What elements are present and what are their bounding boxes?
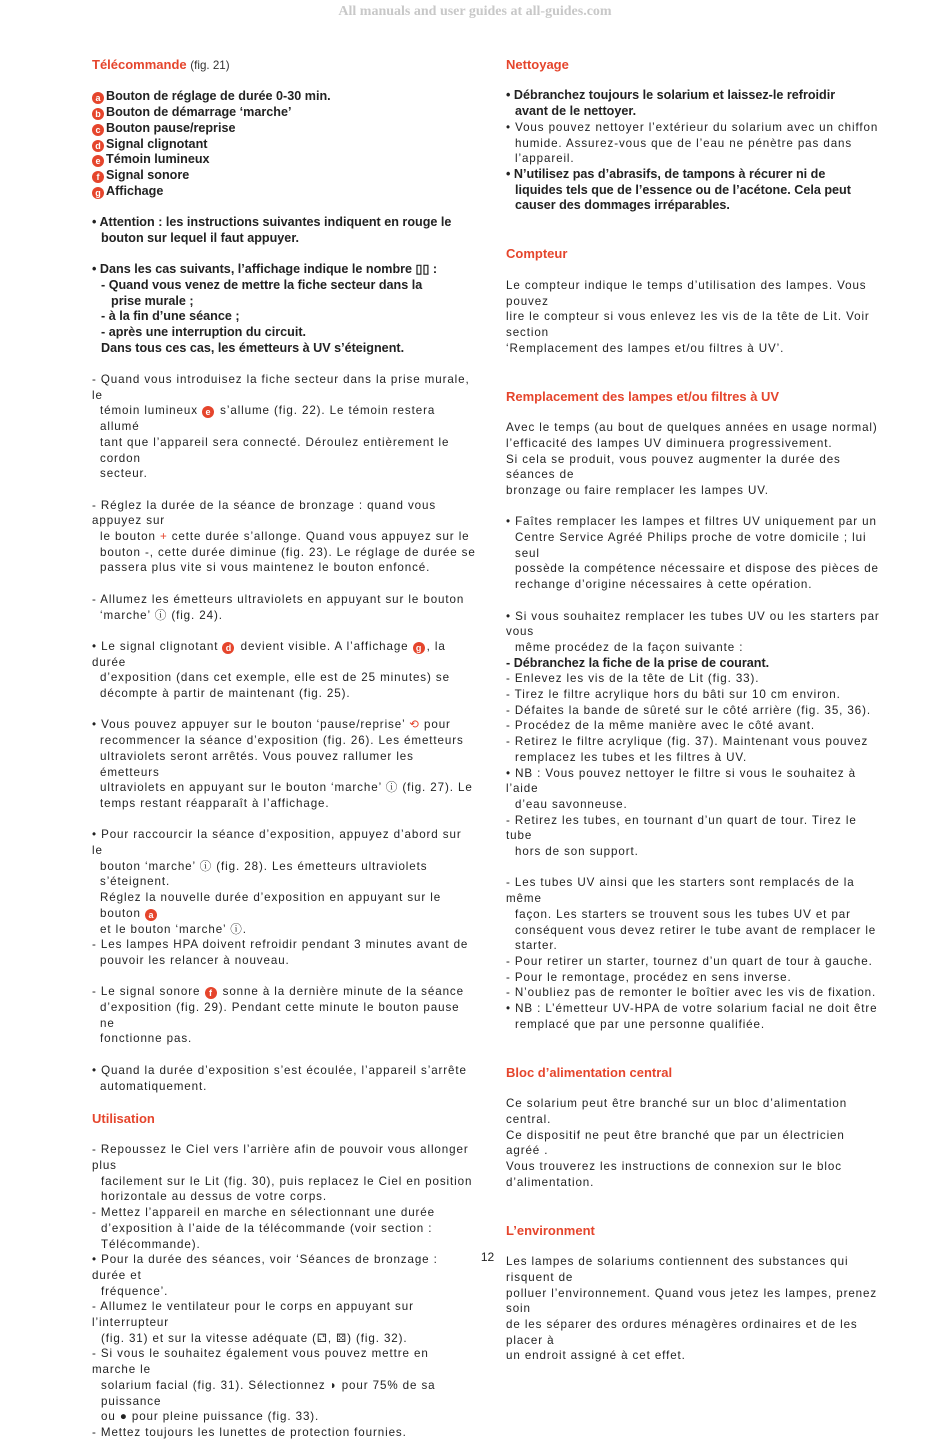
bold-line: avant de le nettoyer. xyxy=(515,104,637,119)
cases-line: - à la fin d’une séance ; xyxy=(101,309,240,324)
text-line: - Repoussez le Ciel vers l’arrière afin de pouvoir vous allonger plus xyxy=(92,1143,469,1173)
badge-d-icon: d xyxy=(92,140,104,152)
text-line: pouvoir les relancer à nouveau. xyxy=(100,953,290,967)
text-line: ultraviolets en appuyant sur le bouton ‘marche’ ⓘ (fig. 27). Le xyxy=(100,781,473,795)
text-line: remplacé que par une personne qualifiée. xyxy=(515,1017,765,1031)
section-title-compteur: Compteur xyxy=(506,246,568,262)
legend-item: e Témoin lumineux xyxy=(92,152,476,168)
text-line: Télécommande). xyxy=(101,1237,201,1251)
badge-e-icon: e xyxy=(92,155,104,167)
text-line: d’exposition à l’aide de la télécommande (voir section : xyxy=(101,1221,433,1235)
text-line: Réglez la nouvelle durée d’exposition en appuyant sur le bouton a xyxy=(100,891,442,920)
text-line: secteur. xyxy=(100,467,148,481)
text-line: décompte à partir de maintenant (fig. 25). xyxy=(100,687,351,701)
text-line: Vous trouverez les instructions de connexion sur le bloc xyxy=(506,1160,842,1174)
text-line: l’efficacité des lampes UV diminuera progressivement. xyxy=(506,436,833,450)
text-line: - Quand vous introduisez la fiche secteur dans la prise murale, le xyxy=(92,373,470,402)
text-line: façon. Les starters se trouvent sous les tubes UV et par xyxy=(515,907,851,921)
text-line: - N’oubliez pas de remonter le boîtier avec les vis de fixation. xyxy=(506,986,877,1000)
text-line: Le compteur indique le temps d’utilisation des lampes. Vous pouvez xyxy=(506,278,867,308)
text-line: - Mettez toujours les lunettes de protection fournies. xyxy=(92,1425,407,1439)
text-line: Ce solarium peut être branché sur un bloc d’alimentation central. xyxy=(506,1097,848,1126)
text-line: starter. xyxy=(515,939,558,953)
remplacement-intro xyxy=(506,420,882,499)
text-line: • Faîtes remplacer les lampes et filtres UV uniquement par un xyxy=(506,515,877,529)
bold-line: liquides tels que de l’essence ou de l’acétone. Cela peut xyxy=(515,182,851,197)
section-title-telecommande: Télécommande (fig. 21) xyxy=(92,57,230,72)
text-line: Si cela se produit, vous pouvez augmenter la durée des séances de xyxy=(506,452,841,482)
text-line: même procédez de la façon suivante : xyxy=(515,640,744,654)
bold-line: • Débranchez toujours le solarium et laissez-le refroidir xyxy=(506,88,836,103)
text-line: • Vous pouvez nettoyer l’extérieur du solarium avec un chiffon xyxy=(506,120,879,134)
text-line: humide. Assurez-vous que de l’eau ne pénètre pas dans l’appareil. xyxy=(515,136,853,166)
cases-line: prise murale ; xyxy=(111,293,194,308)
text-line: - Tirez le filtre acrylique hors du bâti sur 10 cm environ. xyxy=(506,688,841,702)
badge-g-icon: g xyxy=(92,187,104,199)
text-line: - Réglez la durée de la séance de bronzage : quand vous appuyez sur xyxy=(92,498,437,528)
bloc-text xyxy=(506,1096,882,1190)
environnement-text xyxy=(506,1254,882,1364)
text-line: recommencer la séance d’exposition (fig. 26). Les émetteurs xyxy=(100,734,464,748)
text-line: - Mettez l’appareil en marche en sélectionnant une durée xyxy=(92,1206,435,1220)
text-line: • Le signal clignotant d devient visible. A l’affichage g , la durée xyxy=(92,639,446,669)
badge-a-icon: a xyxy=(92,92,104,104)
fig-ref: (fig. 21) xyxy=(190,59,230,72)
text-line: - Pour retirer un starter, tournez d’un quart de tour à gauche. xyxy=(506,954,873,968)
text-line: - Pour le remontage, procédez en sens inverse. xyxy=(506,970,792,984)
utilisation-text xyxy=(92,1142,476,1440)
legend-item: c Bouton pause/reprise xyxy=(92,121,476,137)
text-line: • NB : Vous pouvez nettoyer le filtre si vous le souhaitez à l’aide xyxy=(506,766,856,796)
text-line: et le bouton ‘marche’ ⓘ. xyxy=(100,922,247,936)
text-line: ‘marche’ ⓘ (fig. 24). xyxy=(100,608,223,622)
remplacement-s1 xyxy=(506,514,882,593)
text-line: Centre Service Agréé Philips proche de votre domicile ; lui seul xyxy=(515,531,867,560)
legend-item: b Bouton de démarrage ‘marche’ xyxy=(92,105,476,121)
text-line: un endroit assigné à cet effet. xyxy=(506,1349,686,1363)
text-line: • Si vous souhaitez remplacer les tubes UV ou les starters par vous xyxy=(506,609,880,639)
badge-e-icon: e xyxy=(202,406,214,418)
text-line: lire le compteur si vous enlevez les vis de la tête de Lit. Voir section xyxy=(506,310,870,339)
text-line: ou ● pour pleine puissance (fig. 33). xyxy=(101,1410,320,1424)
text-line: - Enlevez les vis de la tête de Lit (fig. 33). xyxy=(506,672,760,686)
text-line: bronzage ou faire remplacer les lampes UV. xyxy=(506,483,769,497)
badge-f-icon: f xyxy=(205,987,217,999)
text-line: fonctionne pas. xyxy=(100,1032,193,1046)
text-line: • Pour la durée des séances, voir ‘Séances de bronzage : durée et xyxy=(92,1253,438,1282)
bold-line: causer des dommages irréparables. xyxy=(515,198,730,213)
text-line: ‘Remplacement des lampes et/ou filtres à UV’. xyxy=(506,341,785,355)
text-line: de les séparer des ordures ménagères ordinaires et de les placer à xyxy=(506,1318,858,1347)
compteur-text xyxy=(506,278,882,357)
text-line: • Pour raccourcir la séance d’exposition, appuyez d’abord sur le xyxy=(92,828,462,858)
legend-item: a Bouton de réglage de durée 0-30 min. xyxy=(92,89,476,105)
text-line: Avec le temps (au bout de quelques années en usage normal) xyxy=(506,421,878,435)
text-line: • Vous pouvez appuyer sur le bouton ‘pause/reprise’ ⟲ pour xyxy=(92,718,451,732)
text-line: - Les lampes HPA doivent refroidir pendant 3 minutes avant de xyxy=(92,938,469,952)
cases-line: - après une interruption du circuit. xyxy=(101,324,307,339)
text-line: - Allumez le ventilateur pour le corps en appuyant sur l’interrupteur xyxy=(92,1300,414,1330)
legend-item: d Signal clignotant xyxy=(92,137,476,153)
page-number: 12 xyxy=(480,1250,495,1264)
text-line: d’exposition (fig. 29). Pendant cette minute le bouton pause ne xyxy=(100,1001,460,1030)
section-title-remplacement: Remplacement des lampes et/ou filtres à UV xyxy=(506,388,780,404)
bold-line: - Débranchez la fiche de la prise de courant. xyxy=(506,655,770,670)
text-line: automatiquement. xyxy=(100,1079,208,1093)
cases-line: Dans tous ces cas, les émetteurs à UV s’éteignent. xyxy=(101,340,405,355)
text-line: temps restant réapparaît à l’affichage. xyxy=(100,796,330,810)
text-line: hors de son support. xyxy=(515,845,639,859)
text-line: Ce dispositif ne peut être branché que par un électricien agréé . xyxy=(506,1128,845,1158)
text-line: passera plus vite si vous maintenez le bouton enfoncé. xyxy=(100,561,431,575)
text-line: rechange d’origine nécessaires à cette opération. xyxy=(515,578,813,592)
right-column xyxy=(506,56,882,1364)
text-line: ultraviolets seront arrêtés. Vous pouvez rallumer les émetteurs xyxy=(100,749,414,779)
text-line: conséquent vous devez retirer le tube avant de remplacer le xyxy=(515,923,877,937)
text-line: Les lampes de solariums contiennent des substances qui risquent de xyxy=(506,1255,849,1284)
text-line: - Défaites la bande de sûreté sur le côté arrière (fig. 35, 36). xyxy=(506,703,871,717)
text-line: tant que l’appareil sera connecté. Déroulez entièrement le cordon xyxy=(100,435,450,465)
text-line: bouton ‘marche’ ⓘ (fig. 28). Les émetteurs ultraviolets s’éteignent. xyxy=(100,859,428,889)
text-line: - Allumez les émetteurs ultraviolets en appuyant sur le bouton xyxy=(92,592,465,606)
text-line: polluer l’environnement. Quand vous jetez les lampes, prenez soin xyxy=(506,1286,878,1316)
text-line: bouton -, cette durée diminue (fig. 23). Le réglage de durée se xyxy=(100,545,476,559)
text-line: solarium facial (fig. 31). Sélectionnez ◗ pour 75% de sa puissance xyxy=(101,1378,436,1408)
text-line: possède la compétence nécessaire et dispose des pièces de xyxy=(515,562,879,576)
text-line: fréquence’. xyxy=(101,1284,169,1298)
text-line: - Retirez les tubes, en tournant d’un quart de tour. Tirez le tube xyxy=(506,813,857,843)
text-line: horizontale au dessus de votre corps. xyxy=(101,1190,327,1204)
text-line: - Les tubes UV ainsi que les starters sont remplacés de la même xyxy=(506,876,855,906)
remplacement-steps xyxy=(506,671,882,859)
legend-item: f Signal sonore xyxy=(92,168,476,184)
section-title-environnement: L’environment xyxy=(506,1222,595,1238)
text-line: facilement sur le Lit (fig. 30), puis replacez le Ciel en position xyxy=(101,1174,473,1188)
badge-g-icon: g xyxy=(413,642,425,654)
text-line: d’eau savonneuse. xyxy=(515,797,628,811)
badge-b-icon: b xyxy=(92,108,104,120)
watermark: All manuals and user guides at all-guides.com xyxy=(338,4,612,19)
text-line: le bouton + cette durée s’allonge. Quand vous appuyez sur le xyxy=(100,530,470,544)
left-column xyxy=(92,56,476,1441)
text-line: - Le signal sonore f sonne à la dernière minute de la séance xyxy=(92,985,464,999)
legend-item: g Affichage xyxy=(92,184,476,200)
cases-line: • Dans les cas suivants, l’affichage indique le nombre ▯▯ : xyxy=(92,262,438,277)
text-line: - Procédez de la même manière avec le côté avant. xyxy=(506,719,815,733)
text-line: - Retirez le filtre acrylique (fig. 37). Maintenant vous pouvez xyxy=(506,735,869,749)
text-line: (fig. 31) et sur la vitesse adéquate (⚁, ⚄) (fig. 32). xyxy=(101,1331,408,1345)
badge-c-icon: c xyxy=(92,124,104,136)
badge-a-icon: a xyxy=(145,909,157,921)
attention-line: bouton sur lequel il faut appuyer. xyxy=(101,230,300,245)
text-line: • NB : L’émetteur UV-HPA de votre solarium facial ne doit être xyxy=(506,1002,878,1016)
text-line: témoin lumineux e s’allume (fig. 22). Le témoin restera allumé xyxy=(100,404,436,434)
text-line: remplacez les tubes et les filtres à UV. xyxy=(515,750,748,764)
section-title-bloc: Bloc d’alimentation central xyxy=(506,1064,673,1080)
text-line: d’alimentation. xyxy=(506,1175,595,1189)
text-line: • Quand la durée d’exposition s’est écoulée, l’appareil s’arrête xyxy=(92,1063,467,1077)
bold-line: • N’utilisez pas d’abrasifs, de tampons à récurer ni de xyxy=(506,166,826,181)
pause-resume-icon: ⟲ xyxy=(409,718,420,732)
badge-d-icon: d xyxy=(222,642,234,654)
remote-legend xyxy=(92,89,476,199)
plus-symbol: + xyxy=(159,530,168,544)
cases-line: - Quand vous venez de mettre la fiche secteur dans la xyxy=(101,277,423,292)
remplacement-steps-2 xyxy=(506,875,882,1032)
section-title-utilisation: Utilisation xyxy=(92,1110,155,1126)
text-line: d’exposition (dans cet exemple, elle est de 25 minutes) se xyxy=(100,671,450,685)
text-line: - Si vous le souhaitez également vous pouvez mettre en marche le xyxy=(92,1347,429,1377)
badge-f-icon: f xyxy=(92,171,104,183)
attention-line: • Attention : les instructions suivantes indiquent en rouge le xyxy=(92,215,452,229)
section-title-nettoyage: Nettoyage xyxy=(506,57,569,72)
